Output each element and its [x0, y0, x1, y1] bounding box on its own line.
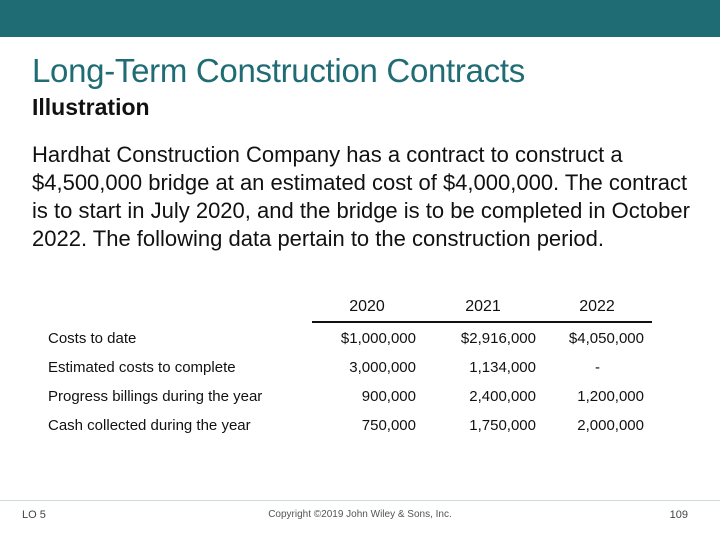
table-cell: 900,000 [361, 388, 416, 405]
slide-title: Long-Term Construction Contracts [32, 52, 525, 89]
table-cell: 1,134,000 [469, 359, 536, 376]
table-cell: 1,200,000 [577, 388, 644, 405]
row-label-costs-to-date: Costs to date [48, 330, 137, 347]
column-header-2022: 2022 [579, 298, 615, 315]
table-cell: - [595, 359, 600, 376]
slide-body-text: Hardhat Construction Company has a contract to construct a $4,500,000 bridge at an estimated cost of $4,000,000. The contract is to start in July 2020, and the bridge is to be completed in October 2022. The following data pertain to the construction period. [32, 142, 690, 251]
footer-divider [0, 500, 720, 501]
slide-subtitle: Illustration [32, 94, 150, 120]
row-label-cash-collected: Cash collected during the year [48, 417, 251, 434]
column-header-2021: 2021 [465, 298, 501, 315]
table-cell: $4,050,000 [568, 330, 644, 347]
table-cell: 2,400,000 [469, 388, 536, 405]
column-header-2020: 2020 [349, 298, 385, 315]
page-number: 109 [669, 509, 688, 521]
table-cell: 3,000,000 [349, 359, 416, 376]
copyright-text: Copyright ©2019 John Wiley & Sons, Inc. [268, 509, 452, 520]
table-cell: 2,000,000 [577, 417, 644, 434]
table-cell: 750,000 [361, 417, 416, 434]
table-cell: $1,000,000 [340, 330, 416, 347]
row-label-progress-billings: Progress billings during the year [48, 388, 263, 405]
header-bar [0, 0, 720, 37]
row-label-estimated-costs: Estimated costs to complete [48, 359, 236, 376]
header-underline [312, 321, 652, 323]
table-cell: 1,750,000 [469, 417, 536, 434]
table-cell: $2,916,000 [460, 330, 536, 347]
learning-objective-label: LO 5 [22, 509, 46, 521]
